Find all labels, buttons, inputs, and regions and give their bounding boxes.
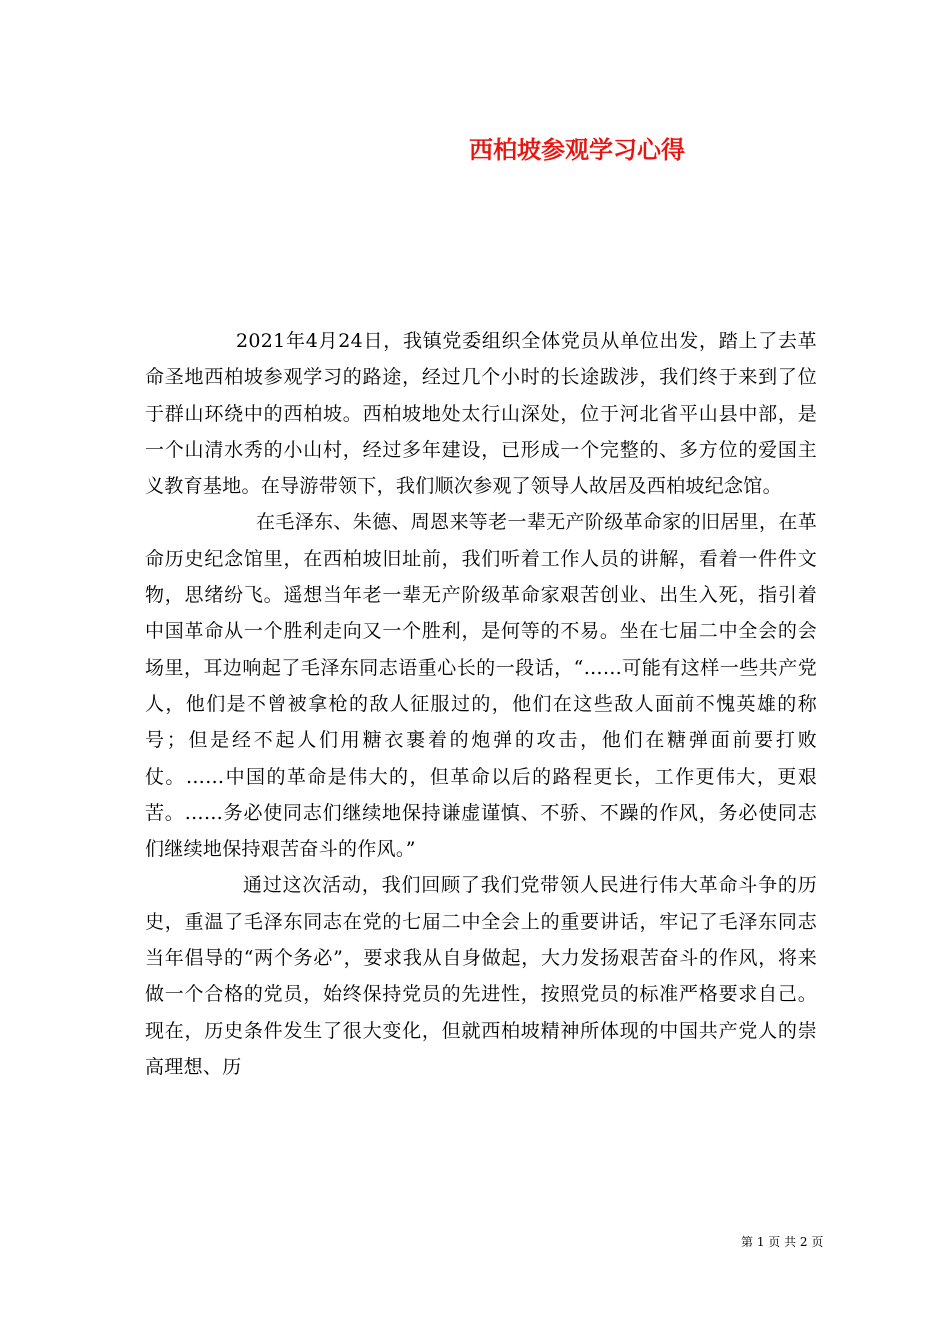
paragraph-2: 在毛泽东、朱德、周恩来等老一辈无产阶级革命家的旧居里，在革命历史纪念馆里，在西柏坡旧址前，我们听着工作人员的讲解，看着一件件文物，思绪纷飞。遥想当年老一辈无产阶级革命家艰苦创业、出生入死，指引着中国革命从一个胜利走向又一个胜利，是何等的不易。坐在七届二中全会的会场里，耳边响起了毛泽东同志语重心长的一段话，“……可能有这样一些共产党人，他们是不曾被拿枪的敌人征服过的，他们在这些敌人面前不愧英雄的称号；但是经不起人们用糖衣裹着的炮弹的攻击，他们在糖弹面前要打败仗。……中国的革命是伟大的，但革命以后的路程更长，工作更伟大，更艰苦。……务必使同志们继续地保持谦虚谨慎、不骄、不躁的作风，务必使同志们继续地保持艰苦奋斗的作风。” xyxy=(145,511,817,861)
document-body xyxy=(145,323,817,1085)
paragraph-1: 2021年4月24日，我镇党委组织全体党员从单位出发，踏上了去革命圣地西柏坡参观学习的路途，经过几个小时的长途跋涉，我们终于来到了位于群山环绕中的西柏坡。西柏坡地处太行山深处，位于河北省平山县中部，是一个山清水秀的小山村，经过多年建设，已形成一个完整的、多方位的爱国主义教育基地。在导游带领下，我们顺次参观了领导人故居及西柏坡纪念馆。 xyxy=(145,330,817,498)
document-title: 西柏坡参观学习心得 xyxy=(469,135,685,164)
paragraph-3: 通过这次活动，我们回顾了我们党带领人民进行伟大革命斗争的历史，重温了毛泽东同志在党的七届二中全会上的重要讲话，牢记了毛泽东同志当年倡导的“两个务必”，要求我从自身做起，大力发扬艰苦奋斗的作风，将来做一个合格的党员，始终保持党员的先进性，按照党员的标准严格要求自己。现在，历史条件发生了很大变化，但就西柏坡精神所体现的中国共产党人的崇高理想、历 xyxy=(145,874,817,1078)
page-number-footer: 第 1 页 共 2 页 xyxy=(741,1235,824,1249)
